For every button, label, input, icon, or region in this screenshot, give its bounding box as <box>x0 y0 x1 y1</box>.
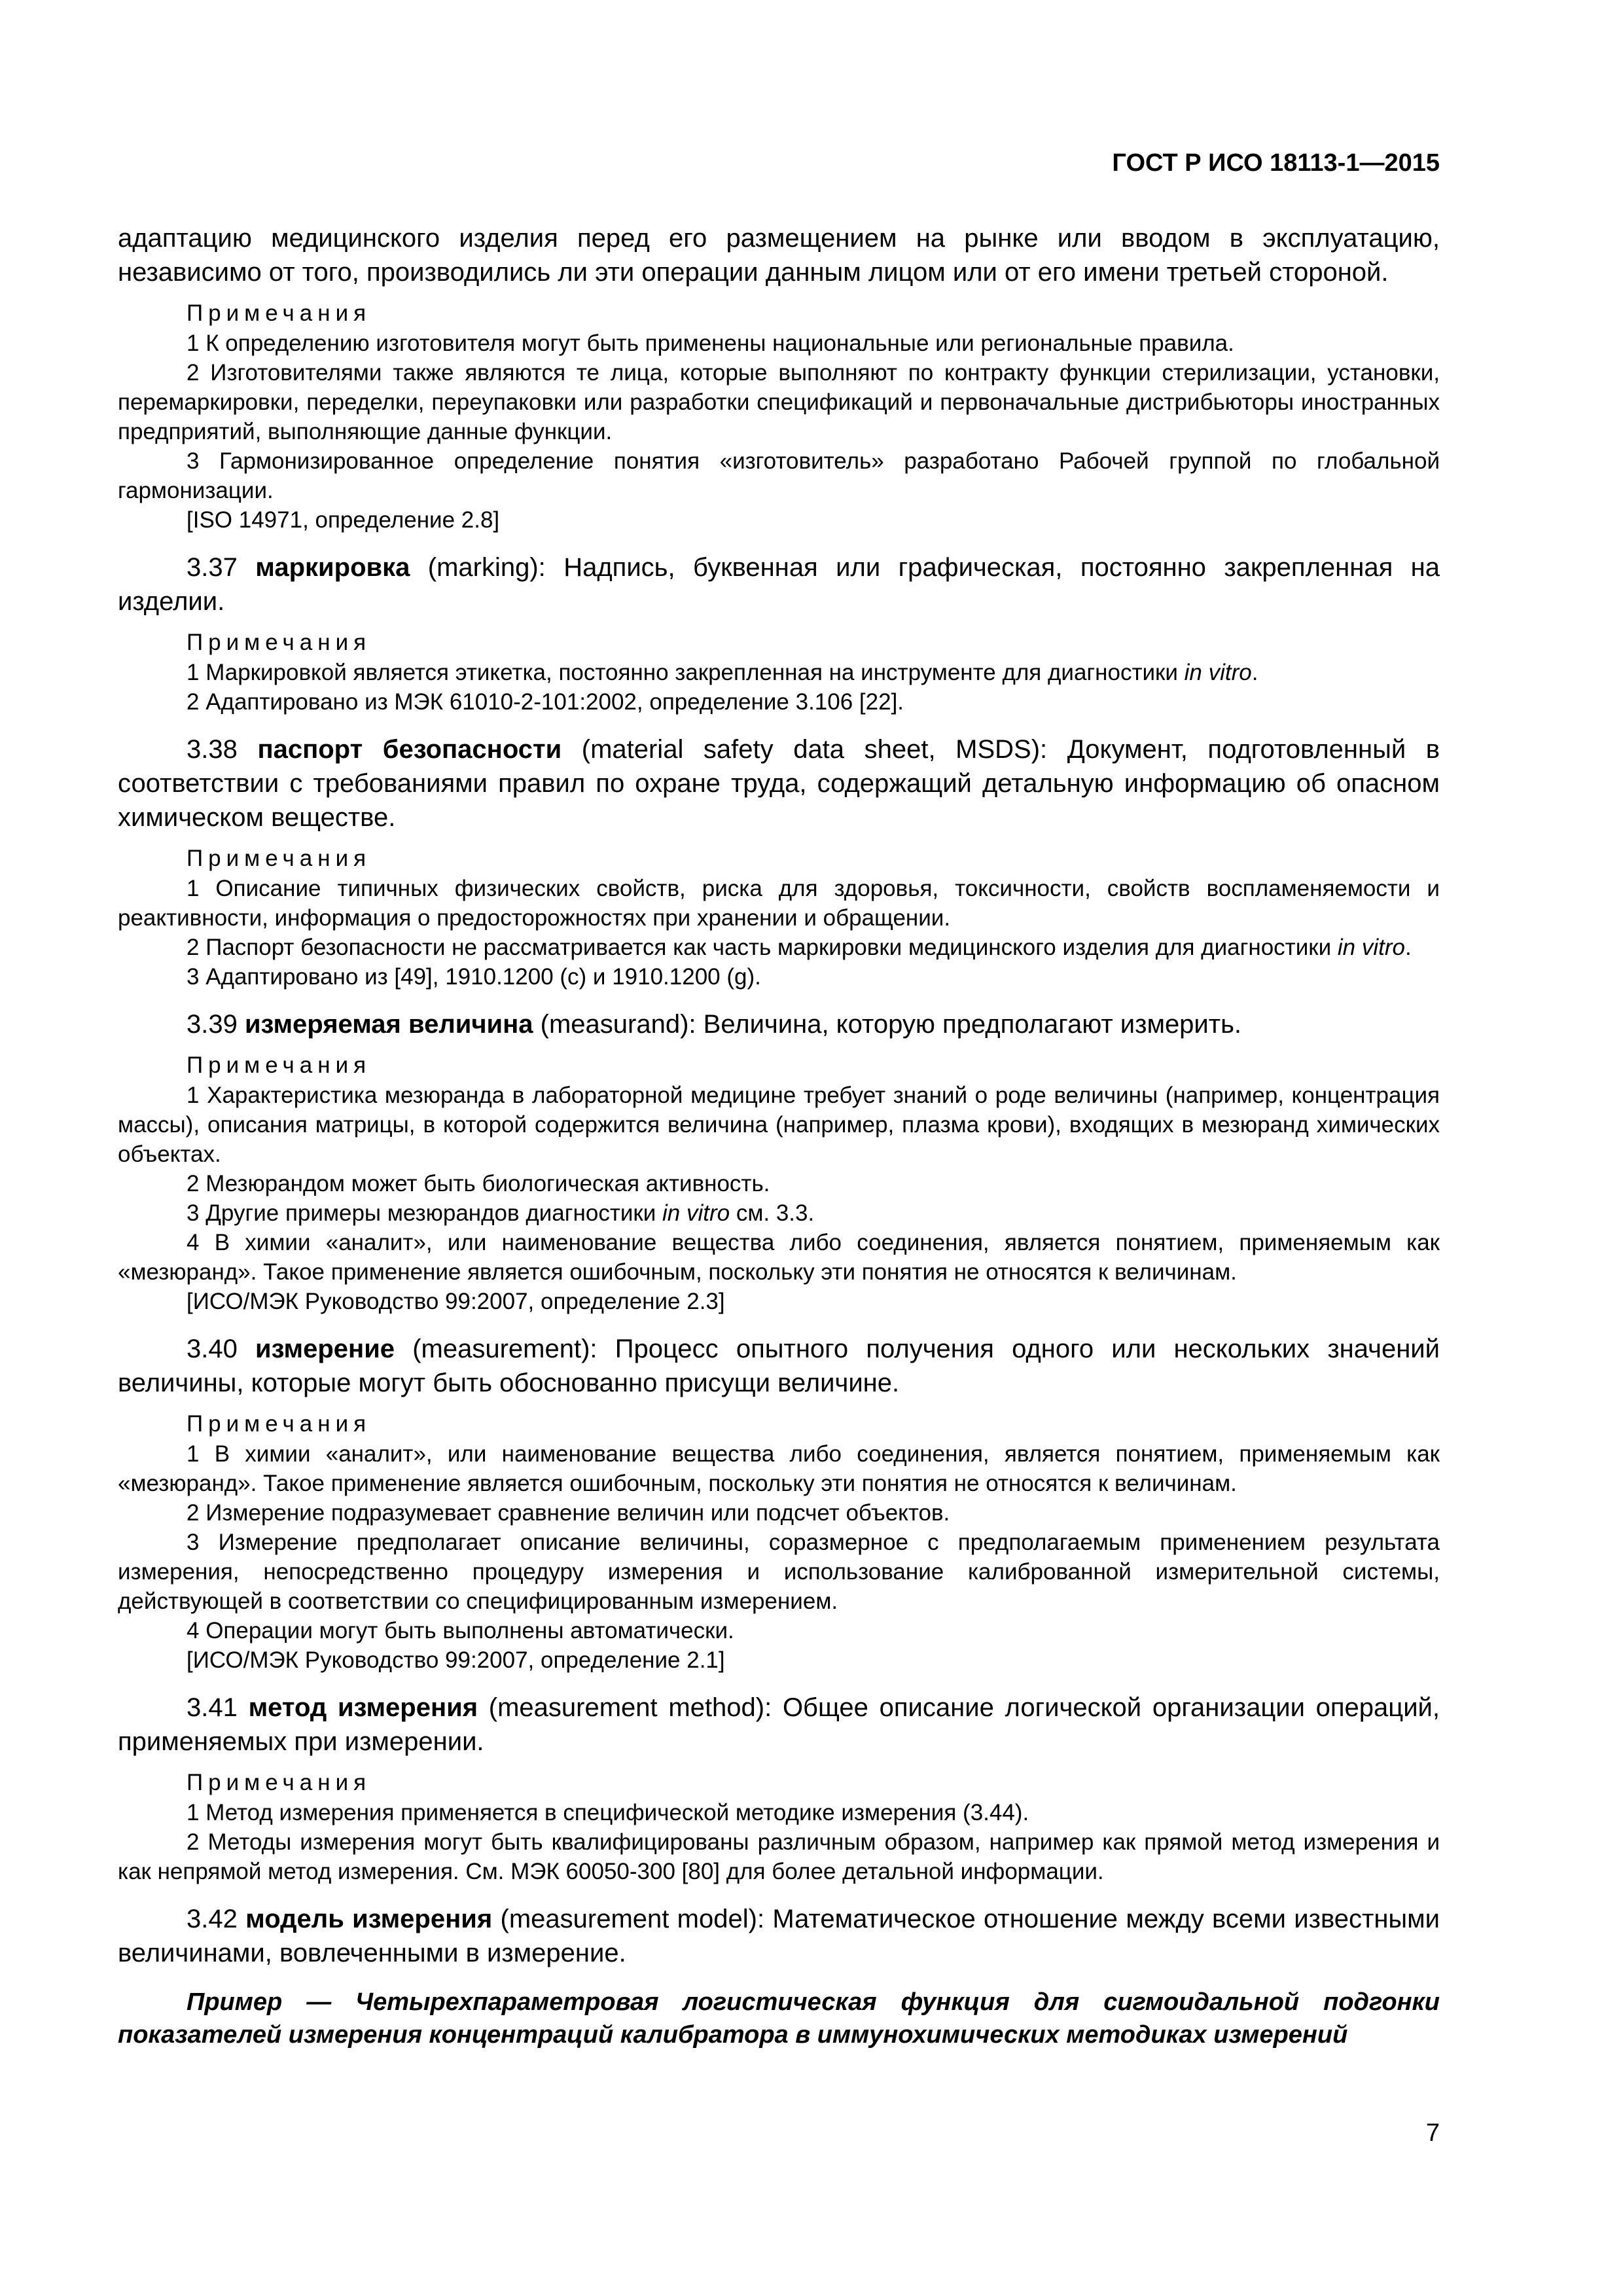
term-text: (measurement): Процесс опытного получения одного или нескольких значений величины, которые могут быть обоснованно присущи величине. <box>118 1335 1440 1397</box>
note-text: см. 3.3. <box>730 1200 815 1226</box>
note: 2 Изготовителями также являются те лица, которые выполняют по контракту функции стерилизации, установки, перемаркировки, переделки, переупаковки или разработки спецификаций и первоначальные дистрибьюторы иностранных предприятий, выполняющие данные функции. <box>118 360 1440 444</box>
note: 3 Измерение предполагает описание величины, соразмерное с предполагаемым применением результата измерения, непосредственно процедуру измерения и использование калиброванной измерительной системы, действующей в соответствии со специфицированным измерением. <box>118 1530 1440 1614</box>
term-number: 3.40 <box>187 1335 256 1363</box>
note: 2 Мезюрандом может быть биологическая активность. <box>187 1171 770 1196</box>
notes-label: Примечания <box>187 300 372 326</box>
note: 1 В химии «аналит», или наименование вещества либо соединения, является понятием, применяемым как «мезюранд». Такое применение является ошибочным, поскольку эти понятия не относятся к величинам. <box>118 1441 1440 1496</box>
page-content <box>118 221 1440 2051</box>
note: 1 Метод измерения применяется в специфической методике измерения (3.44). <box>187 1800 1029 1825</box>
notes-label: Примечания <box>187 630 372 655</box>
note: 2 Методы измерения могут быть квалифицированы различным образом, например как прямой метод измерения и как непрямой метод измерения. См. МЭК 60050-300 [80] для более детальной информации. <box>118 1829 1440 1884</box>
term-number: 3.39 <box>187 1010 245 1039</box>
term-text: (measurand): Величина, которую предполагают измерить. <box>533 1010 1242 1039</box>
term-notes <box>118 844 1440 992</box>
term-3-40 <box>118 1332 1440 1675</box>
term-name: измерение <box>255 1335 395 1363</box>
term-text: (measurement model): Математическое отношение между всеми известными величинами, вовлеченными в измерение. <box>118 1905 1440 1967</box>
intro-paragraph: адаптацию медицинского изделия перед его размещением на рынке или вводом в эксплуатацию, независимо от того, производились ли эти операции данным лицом или от его имени третьей стороной. <box>118 224 1440 287</box>
term-notes <box>118 628 1440 717</box>
term-3-37 <box>118 550 1440 717</box>
note: 1 Характеристика мезюранда в лабораторной медицине требует знаний о роде величины (например, концентрация массы), описания матрицы, в которой содержится величина (например, плазма крови), входящих в мезюранд химических объектах. <box>118 1083 1440 1167</box>
term-notes <box>118 1768 1440 1886</box>
note: 2 Адаптировано из МЭК 61010-2-101:2002, определение 3.106 [22]. <box>187 689 904 715</box>
term-definition <box>118 1007 1440 1041</box>
term-number: 3.38 <box>187 735 258 764</box>
term-definition <box>118 1902 1440 1970</box>
note-text: . <box>1404 935 1412 960</box>
term-number: 3.37 <box>187 553 256 582</box>
reference: [ISO 14971, определение 2.8] <box>187 507 500 533</box>
note: 3 Адаптировано из [49], 1910.1200 (c) и 1910.1200 (g). <box>187 964 761 990</box>
notes-label: Примечания <box>187 1052 372 1078</box>
term-notes <box>118 1050 1440 1316</box>
reference: [ИСО/МЭК Руководство 99:2007, определение 2.1] <box>187 1647 725 1673</box>
note-text: . <box>1251 660 1258 685</box>
note-italic: in vitro <box>1184 660 1252 685</box>
example-paragraph: Пример — Четырехпараметровая логистическая функция для сигмоидальной подгонки показателей измерения концентраций калибратора в иммунохимических методиках измерений <box>118 1988 1440 2049</box>
reference: [ИСО/МЭК Руководство 99:2007, определение 2.3] <box>187 1289 725 1314</box>
term-definition <box>118 550 1440 619</box>
term-name: паспорт безопасности <box>257 735 562 764</box>
note: 4 Операции могут быть выполнены автоматически. <box>187 1618 734 1643</box>
term-text: (material safety data sheet, MSDS): Документ, подготовленный в соответствии с требованиями правил по охране труда, содержащий детальную информацию об опасном химическом веществе. <box>118 735 1440 832</box>
note-text: 1 Маркировкой является этикетка, постоянно закрепленная на инструменте для диагностики <box>187 660 1185 685</box>
note <box>118 1198 1440 1228</box>
note-italic: in vitro <box>662 1200 730 1226</box>
term-number: 3.41 <box>187 1693 249 1722</box>
document-header: ГОСТ Р ИСО 18113-1—2015 <box>1112 149 1440 177</box>
term-name: метод измерения <box>248 1693 478 1722</box>
term-3-42 <box>118 1902 1440 1970</box>
term-definition <box>118 1332 1440 1400</box>
note-text: 3 Другие примеры мезюрандов диагностики <box>187 1200 663 1226</box>
note: 3 Гармонизированное определение понятия «изготовитель» разработано Рабочей группой по глобальной гармонизации. <box>118 448 1440 503</box>
term-name: модель измерения <box>245 1905 493 1933</box>
note-text: 2 Паспорт безопасности не рассматривается как часть маркировки медицинского изделия для диагностики <box>187 935 1338 960</box>
notes-label: Примечания <box>187 846 372 871</box>
page-number: 7 <box>1425 2119 1440 2147</box>
notes-label: Примечания <box>187 1411 372 1437</box>
term-3-39 <box>118 1007 1440 1316</box>
term-name: измеряемая величина <box>244 1010 533 1039</box>
note: 2 Измерение подразумевает сравнение величин или подсчет объектов. <box>187 1500 950 1526</box>
note: 1 Описание типичных физических свойств, риска для здоровья, токсичности, свойств воспламеняемости и реактивности, информация о предосторожностях при хранении и обращении. <box>118 876 1440 931</box>
term-name: маркировка <box>255 553 410 582</box>
term-text: (measurement method): Общее описание логической организации операций, применяемых при измерении. <box>118 1693 1440 1756</box>
term-3-38 <box>118 732 1440 992</box>
term-3-41 <box>118 1691 1440 1886</box>
note: 1 К определению изготовителя могут быть применены национальные или региональные правила. <box>187 331 1234 356</box>
term-definition <box>118 732 1440 834</box>
term-definition <box>118 1691 1440 1759</box>
notes-label: Примечания <box>187 1770 372 1795</box>
term-text: (marking): Надпись, буквенная или графическая, постоянно закрепленная на изделии. <box>118 553 1440 616</box>
intro-notes <box>118 298 1440 535</box>
term-number: 3.42 <box>187 1905 246 1933</box>
note <box>118 933 1440 962</box>
note: 4 В химии «аналит», или наименование вещества либо соединения, является понятием, применяемым как «мезюранд». Такое применение является ошибочным, поскольку эти понятия не относятся к величинам. <box>118 1230 1440 1285</box>
note-italic: in vitro <box>1337 935 1405 960</box>
note <box>118 658 1440 687</box>
term-notes <box>118 1409 1440 1675</box>
